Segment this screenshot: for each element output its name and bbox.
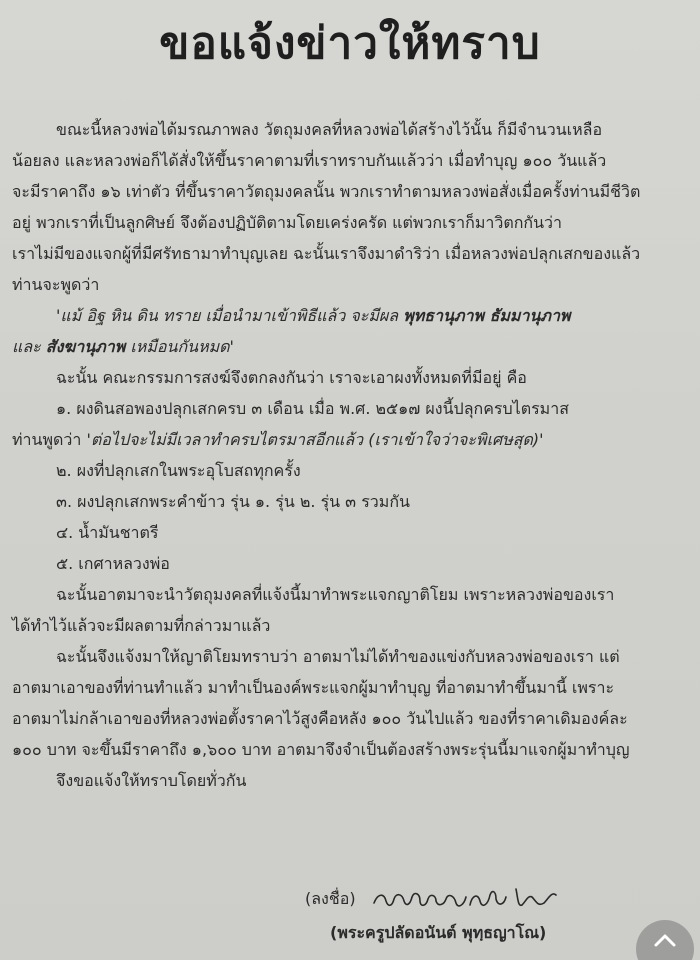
scroll-up-button[interactable] [636, 920, 694, 960]
signature-block [0, 879, 700, 919]
p4-line-4: ๑๐๐ บาท จะขึ้นมีราคาถึง ๑,๖๐๐ บาท อาตมาจึงจำเป็นต้องสร้างพระรุ่นนี้มาแจกผู้มาทำบุญ [12, 740, 630, 759]
quote-text-1: 'แม้ อิฐ หิน ดิน ทราย เมื่อนำมาเข้าพิธีแล้ว จะมีผล [56, 306, 404, 325]
p4-line-1: ฉะนั้นจึงแจ้งมาให้ญาติโยมทราบว่า อาตมาไม่ได้ทำของแข่งกับหลวงพ่อของเรา แต่ [56, 647, 620, 666]
signature-name: (พระครูปลัดอนันต์ พุทฺธญาโณ) [330, 923, 547, 942]
p1-line-4: อยู่ พวกเราที่เป็นลูกศิษย์ จึงต้องปฏิบัติตามโดยเคร่งครัด แต่พวกเราก็มาวิตกกันว่า [12, 213, 563, 232]
item-1-line-1: ๑. ผงดินสอพองปลุกเสกครบ ๓ เดือน เมื่อ พ.ศ. ๒๕๑๗ ผงนี้ปลุกครบไตรมาส [56, 399, 569, 418]
chevron-up-icon [653, 932, 677, 948]
item-3: ๓. ผงปลุกเสกพระคำข้าว รุ่น ๑. รุ่น ๒. รุ่น ๓ รวมกัน [56, 492, 410, 511]
handwritten-signature [368, 879, 568, 919]
document-body [12, 114, 666, 796]
p4-line-3: อาตมาไม่กล้าเอาของที่หลวงพ่อตั้งราคาไว้สูงคือหลัง ๑๐๐ วันไปแล้ว ของที่ราคาเดิมองค์ละ [12, 709, 628, 728]
quote-text-2: และ [12, 337, 46, 356]
quote-bold-2: สังฆานุภาพ [45, 337, 126, 356]
p3-line-1: ฉะนั้นอาตมาจะนำวัตถุมงคลที่แจ้งนี้มาทำพระแจกญาติโยม เพราะหลวงพ่อของเรา [56, 585, 615, 604]
signature-label: (ลงชื่อ) [305, 889, 356, 908]
p5-line: จึงขอแจ้งให้ทราบโดยทั่วกัน [56, 771, 247, 790]
item-1-quote: 'ต่อไปจะไม่มีเวลาทำครบไตรมาสอีกแล้ว (เราเข้าใจว่าจะพิเศษสุด)' [86, 430, 544, 449]
p1-line-6: ท่านจะพูดว่า [12, 275, 100, 294]
p4-line-2: อาตมาเอาของที่ท่านทำแล้ว มาทำเป็นองค์พระแจกผู้มาทำบุญ ที่อาตมาทำขึ้นมานี้ เพราะ [12, 678, 615, 697]
p1-line-3: จะมีราคาถึง ๑๖ เท่าตัว ที่ขึ้นราคาวัตถุมงคลนั้น พวกเราทำตามหลวงพ่อสั่งเมื่อครั้งท่านมีชีวิต [12, 182, 641, 201]
item-5: ๕. เกศาหลวงพ่อ [56, 554, 170, 573]
quote-text-3: เหมือนกันหมด' [125, 337, 234, 356]
item-1-prefix: ท่านพูดว่า [12, 430, 87, 449]
page-title: ขอแจ้งข่าวให้ทราบ [159, 18, 541, 69]
p1-line-5: เราไม่มีของแจกผู้ที่มีศรัทธามาทำบุญเลย ฉะนั้นเราจึงมาดำริว่า เมื่อหลวงพ่อปลุกเสกของแล้ว [12, 244, 641, 263]
quote-line-2 [12, 331, 666, 362]
p1-line-1: ขณะนี้หลวงพ่อได้มรณภาพลง วัตถุมงคลที่หลวงพ่อได้สร้างไว้นั้น ก็มีจำนวนเหลือ [56, 120, 603, 139]
quote-line-1 [56, 300, 666, 331]
p2-line: ฉะนั้น คณะกรรมการสงฆ์จึงตกลงกันว่า เราจะเอาผงทั้งหมดที่มีอยู่ คือ [56, 368, 527, 387]
item-4: ๔. น้ำมันชาตรี [56, 523, 159, 542]
item-1-line-2 [12, 424, 666, 455]
p3-line-2: ได้ทำไว้แล้วจะมีผลตามที่กล่าวมาแล้ว [12, 616, 271, 635]
quote-bold-1: พุทธานุภาพ ธัมมานุภาพ [403, 306, 571, 325]
p1-line-2: น้อยลง และหลวงพ่อก็ได้สั่งให้ขึ้นราคาตามที่เราทราบกันแล้วว่า เมื่อทำบุญ ๑๐๐ วันแล้ว [12, 151, 607, 170]
item-2: ๒. ผงที่ปลุกเสกในพระอุโบสถทุกครั้ง [56, 461, 301, 480]
